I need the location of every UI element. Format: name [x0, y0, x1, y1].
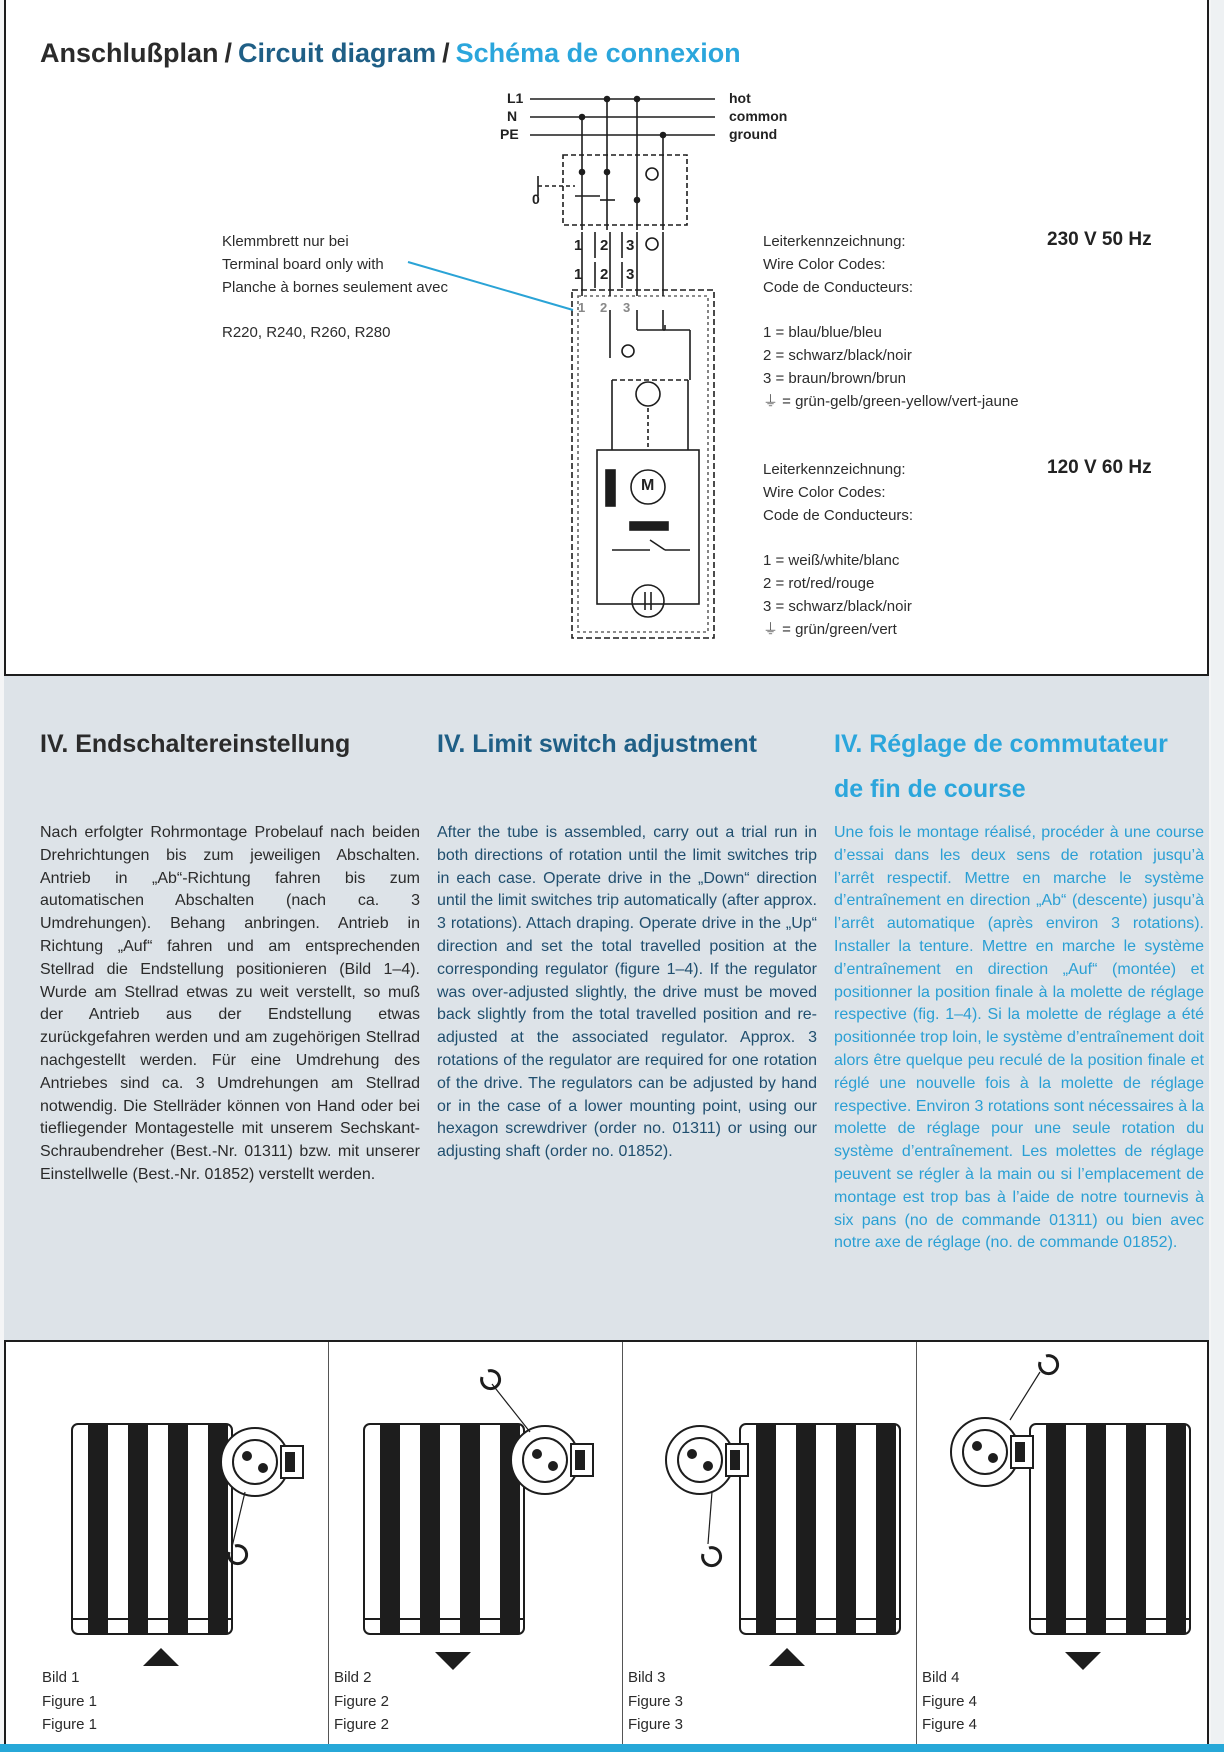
terminal-models: R220, R240, R260, R280 [222, 324, 391, 341]
caption-fr: Figure 4 [922, 1716, 978, 1733]
title-en: Circuit diagram [238, 38, 437, 68]
wire-codes-title: Leiterkennzeichnung: [763, 461, 906, 478]
down-arrow-icon [435, 1652, 471, 1672]
title-separator: / [442, 38, 450, 68]
caption-fr: Figure 1 [42, 1716, 98, 1733]
caption-de: Bild 3 [628, 1669, 666, 1686]
up-arrow-icon [143, 1648, 179, 1668]
caption-en: Figure 1 [42, 1692, 98, 1710]
board-terminal-number: 2 [600, 300, 608, 315]
circuit-diagram [0, 0, 1224, 676]
title-fr: Schéma de connexion [455, 38, 741, 68]
bottom-accent-strip [0, 1744, 1224, 1752]
wire-code-item: 3 = braun/brown/brun [763, 370, 907, 387]
figure-caption [628, 1666, 683, 1737]
line-label-n: N [507, 108, 518, 124]
motor-label: M [641, 477, 655, 494]
wire-codes-title: Leiterkennzeichnung: [763, 233, 906, 250]
wire-code-item: 3 = schwarz/black/noir [763, 598, 912, 615]
caption-de: Bild 1 [42, 1669, 80, 1686]
body-text-de: Nach erfolgter Rohrmontage Probelauf nach beiden Drehrichtungen bis zum jeweiligen Abschalten. Antrieb in „Ab“-Richtung fahren bis zum automatischen Abschalten (nach ca. 3 Umdrehungen). Behang anbringen. Antrieb in Richtung „Auf“ fahren und am entsprechenden Stellrad die Endstellung positionieren (Bild 1–4). Wurde am Stellrad etwas zu weit verstellt, so muß der Antrieb aus der Endstellung etwas zurückgefahren werden und am zugehörigen Stellrad nachgestellt werden. Für eine Umdrehung des Antriebes sind ca. 3 Umdrehungen am Stellrad notwendig. Die Stellräder können von Hand oder bei tiefliegender Montagestelle mit unserem Sechskant-Schraubendreher (Best.-Nr. 01311) bzw. mit unserer Einstellwelle (Best.-Nr. 01852) verstellt werden. [40, 824, 420, 1183]
title-separator: / [224, 38, 233, 68]
caption-fr: Figure 2 [334, 1716, 390, 1733]
terminal-note-de: Klemmbrett nur bei [222, 233, 349, 250]
section-heading-de: IV. Endschaltereinstellung [40, 730, 351, 758]
board-terminal-number: 1 [578, 300, 586, 315]
section-heading-en: IV. Limit switch adjustment [437, 730, 757, 758]
terminal-note-en: Terminal board only with [222, 256, 384, 273]
down-arrow-icon [1065, 1652, 1101, 1672]
line-desc-hot: hot [729, 90, 751, 106]
wire-code-item: 1 = blau/blue/bleu [763, 324, 882, 341]
wire-code-item: ⏚ = grün-gelb/green-yellow/vert-jaune [763, 393, 1019, 410]
voltage-230: 230 V 50 Hz [1047, 229, 1152, 250]
terminal-number: 2 [600, 266, 609, 283]
wire-codes-title: Code de Conducteurs: [763, 507, 914, 524]
caption-en: Figure 3 [628, 1692, 684, 1710]
caption-en: Figure 2 [334, 1692, 390, 1710]
figure-illustrations [0, 1342, 1224, 1744]
terminal-note [222, 230, 448, 344]
voltage-120: 120 V 60 Hz [1047, 457, 1152, 478]
wire-codes-230 [763, 230, 1019, 413]
section-heading-fr-line: de fin de course [834, 775, 1026, 803]
terminal-number: 3 [626, 266, 635, 283]
terminal-number: 1 [574, 237, 583, 254]
wire-codes-title: Code de Conducteurs: [763, 279, 914, 296]
terminal-note-fr: Planche à bornes seulement avec [222, 279, 448, 296]
board-terminal-number: 3 [623, 300, 631, 315]
line-label-pe: PE [500, 126, 519, 142]
terminal-number: 1 [574, 266, 583, 283]
caption-en: Figure 4 [922, 1692, 978, 1710]
wire-code-item: ⏚ = grün/green/vert [763, 621, 897, 638]
caption-de: Bild 2 [334, 1669, 372, 1686]
body-text-en: After the tube is assembled, carry out a trial run in both directions of rotation until the limit switches trip in each case. Operate drive in the „Down“ direction until the limit switches trip automatically (after approx. 3 rotations). Attach draping. Operate drive in the „Up“ direction and set the total travelled position at the corresponding regulator (figure 1–4). If the regulator was over-adjusted slightly, the drive must be moved back slightly from the total travelled position and re-adjusted at the associated regulator. Approx. 3 rotations of the regulator are required for one rotation of the drive. The regulators can be adjusted by hand or in the case of a lower mounting point, using our hexagon screwdriver (order no. 01311) or using our adjusting shaft (order no. 01852). [437, 824, 817, 1161]
section-heading-fr-line: IV. Réglage de commutateur [834, 730, 1168, 758]
wire-codes-title: Wire Color Codes: [763, 256, 886, 273]
caption-fr: Figure 3 [628, 1716, 684, 1733]
terminal-number: 2 [600, 237, 609, 254]
up-arrow-icon [769, 1648, 805, 1668]
line-desc-common: common [729, 108, 788, 124]
figure-caption [334, 1666, 389, 1737]
wire-code-item: 2 = schwarz/black/noir [763, 347, 912, 364]
terminal-number: 3 [626, 237, 635, 254]
wire-codes-title: Wire Color Codes: [763, 484, 886, 501]
wire-code-item: 2 = rot/red/rouge [763, 575, 875, 592]
wire-codes-120 [763, 458, 913, 641]
line-label-l1: L1 [507, 90, 524, 106]
caption-de: Bild 4 [922, 1669, 960, 1686]
body-text-fr: Une fois le montage réalisé, procéder à une course d’essai dans les deux sens de rotation jusqu’à l’arrêt respectif. Mettre en marche le système d’entraînement en direction „Ab“ (descente) jusqu’à l’arrêt automatique (après environ 3 rotations). Installer la tenture. Mettre en marche le système d’entraînement en direction „Auf“ (montée) et positionner la position finale à la molette de réglage respective (fig. 1–4). Si la molette de réglage a été positionnée trop loin, le système d’entraînement doit alors être quelque peu reculé de la position finale et réglé une nouvelle fois à la molette de réglage respective. Environ 3 rotations sont nécessaires à la molette de réglage pour une seule rotation du système d’entraînement. Les molettes de réglage peuvent se régler à la main ou si l’emplacement de montage est trop bas à l’aide de notre tournevis à six pans (no de commande 01311) ou bien avec notre axe de réglage (no. de commande 01852). [834, 824, 1204, 1252]
wire-code-item: 1 = weiß/white/blanc [763, 552, 900, 569]
line-desc-ground: ground [729, 126, 778, 142]
figure-caption [42, 1666, 97, 1737]
title-de: Anschlußplan [40, 38, 219, 68]
section-heading-fr [834, 722, 1204, 812]
figure-caption [922, 1666, 977, 1737]
switch-off-label: 0 [532, 191, 540, 207]
